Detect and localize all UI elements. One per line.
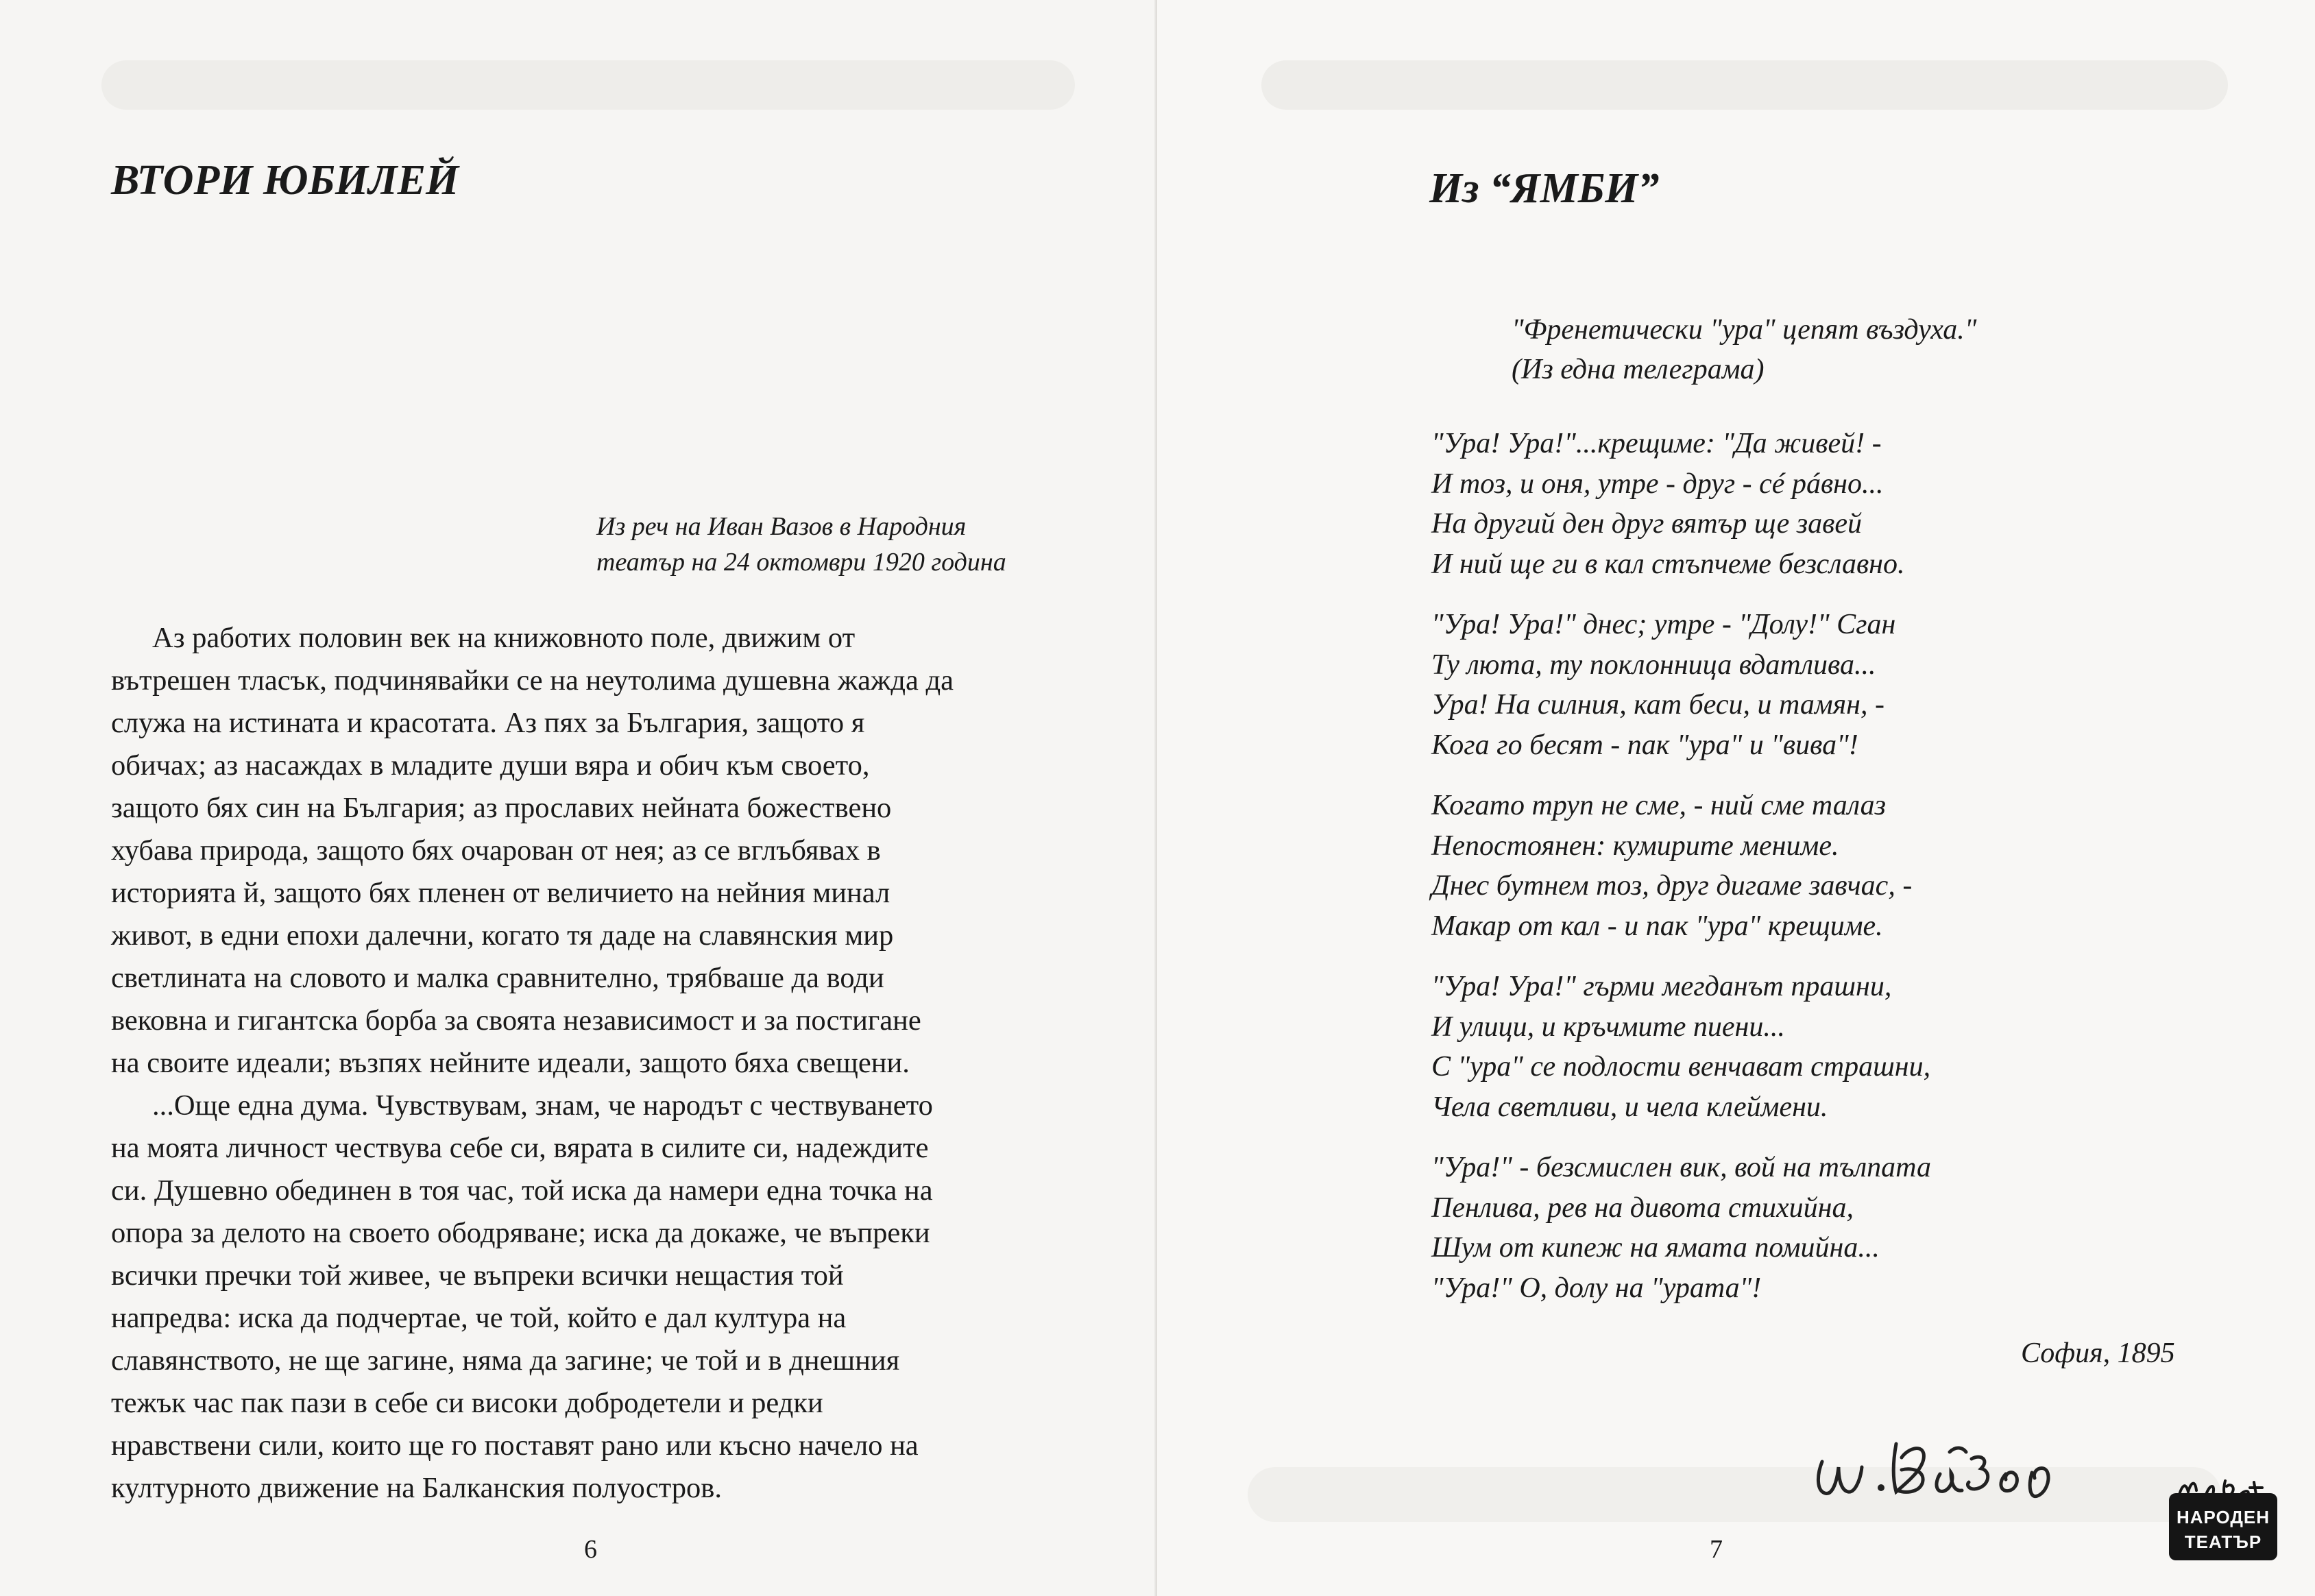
verse-line: И тоз, и оня, утре - друг - сé рáвно... <box>1431 468 1884 500</box>
verse-line: И улици, и кръчмите пиени... <box>1431 1011 1785 1043</box>
stanza <box>1431 967 1931 1127</box>
logo-line: НАРОДЕН <box>2176 1507 2270 1527</box>
text-line: живот, в едни епохи далечни, когато тя даде на славянския мир <box>111 919 894 952</box>
text-line: тежък час пак пази в себе си високи добродетели и редки <box>111 1387 823 1419</box>
text-line: светлината на словото и малка сравнително, трябваше да води <box>111 962 884 994</box>
verse-line: С "ура" се подлости венчават страшни, <box>1431 1051 1931 1083</box>
attribution-line: Из реч на Иван Вазов в Народния <box>596 512 967 541</box>
verse-line: Кога го бесят - пак "ура" и "вива"! <box>1431 729 1858 761</box>
verse-line: На другий ден друг вятър ще завей <box>1431 508 1862 540</box>
logo-line: ТЕАТЪР <box>2184 1532 2262 1552</box>
verse-line: Днес бутнем тоз, друг дигаме завчас, - <box>1431 870 1913 902</box>
text-line: Аз работих половин век на книжовното поле, движим от <box>152 622 856 654</box>
poem-dateline: София, 1895 <box>2021 1338 2175 1369</box>
verse-line: Пенлива, рев на дивота стихийна, <box>1431 1192 1854 1224</box>
stanza <box>1431 786 1931 946</box>
verse-line: Чела светливи, и чела клеймени. <box>1431 1091 1828 1123</box>
page-number: 6 <box>584 1535 597 1564</box>
stanza <box>1431 605 1931 765</box>
verse-line: "Ура! Ура!" гърми мегданът прашни, <box>1431 971 1892 1002</box>
stanza <box>1431 1148 1931 1308</box>
show-through-band <box>1261 60 2228 110</box>
left-page-title: ВТОРИ ЮБИЛЕЙ <box>111 157 459 204</box>
text-line: славянството, не ще загине, няма да загине; че той и в днешния <box>111 1344 900 1377</box>
left-page <box>0 0 1157 1596</box>
text-line: историята й, защото бях пленен от величието на нейния минал <box>111 877 890 909</box>
text-line: защото бях син на България; аз прославих нейната божествено <box>111 792 892 824</box>
verse-line: Шум от кипеж на ямата помийна... <box>1431 1232 1880 1264</box>
attribution-line: театър на 24 октомври 1920 година <box>596 548 1006 577</box>
verse-line: Когато труп не сме, - ний сме талаз <box>1431 790 1886 821</box>
epigraph-source: (Из една телеграма) <box>1512 354 1765 385</box>
text-line: обичах; аз насаждах в младите души вяра и обич към своето, <box>111 749 870 782</box>
verse-line: И ний ще ги в кал стъпчеме безславно. <box>1431 548 1905 580</box>
poem-title: Из “ЯМБИ” <box>1429 165 1660 212</box>
verse-line: Ту люта, ту поклонница вдатлива... <box>1431 649 1876 681</box>
author-signature <box>1810 1419 2070 1508</box>
speech-attribution <box>596 509 1006 580</box>
verse-line: Непостоянен: кумирите мениме. <box>1431 830 1839 862</box>
text-line: ...Още една дума. Чувствувам, знам, че народът с чествуването <box>152 1089 933 1122</box>
text-line: напредва: иска да подчертае, че той, който е дал култура на <box>111 1302 847 1334</box>
text-line: всички пречки той живее, че въпреки всички нещастия той <box>111 1259 844 1292</box>
verse-line: "Ура! Ура!"...крещиме: "Да живей! - <box>1431 428 1882 459</box>
show-through-band <box>1248 1467 2221 1522</box>
text-line: служа на истината и красотата. Аз пях за България, защото я <box>111 707 865 739</box>
page-number: 7 <box>1710 1535 1723 1564</box>
text-line: нравствени сили, които ще го поставят рано или късно начело на <box>111 1429 919 1462</box>
text-line: опора за делото на своето ободряване; иска да докаже, че въпреки <box>111 1217 930 1249</box>
text-line: на своите идеали; възпях нейните идеали, защото бяха свещени. <box>111 1047 910 1079</box>
poem <box>1431 424 1931 1329</box>
text-line: културното движение на Балканския полуостров. <box>111 1472 722 1504</box>
text-line: си. Душевно обединен в тоя час, той иска да намери една точка на <box>111 1174 933 1207</box>
verse-line: Ура! На силния, кат беси, и тамян, - <box>1431 689 1884 721</box>
national-theatre-logo <box>2165 1474 2281 1570</box>
epigraph-quote: "Френетически "ура" цепят въздуха." <box>1512 314 1977 346</box>
stanza <box>1431 424 1931 584</box>
verse-line: Макар от кал - и пак "ура" крещиме. <box>1431 910 1883 942</box>
text-line: вековна и гигантска борба за своята независимост и за постигане <box>111 1004 921 1037</box>
speech-text <box>111 617 1084 1510</box>
verse-line: "Ура!" О, долу на "урата"! <box>1431 1272 1762 1304</box>
epigraph <box>1512 310 1976 389</box>
verse-line: "Ура! Ура!" днес; утре - "Долу!" Сган <box>1431 609 1896 640</box>
show-through-band <box>101 60 1075 110</box>
text-line: вътрешен тласък, подчинявайки се на неутолима душевна жажда да <box>111 664 954 697</box>
text-line: на моята личност чествува себе си, вярата в силите си, надеждите <box>111 1132 929 1164</box>
text-line: хубава природа, защото бях очарован от нея; аз се вглъбявах в <box>111 834 881 867</box>
verse-line: "Ура!" - безсмислен вик, вой на тълпата <box>1431 1152 1931 1183</box>
